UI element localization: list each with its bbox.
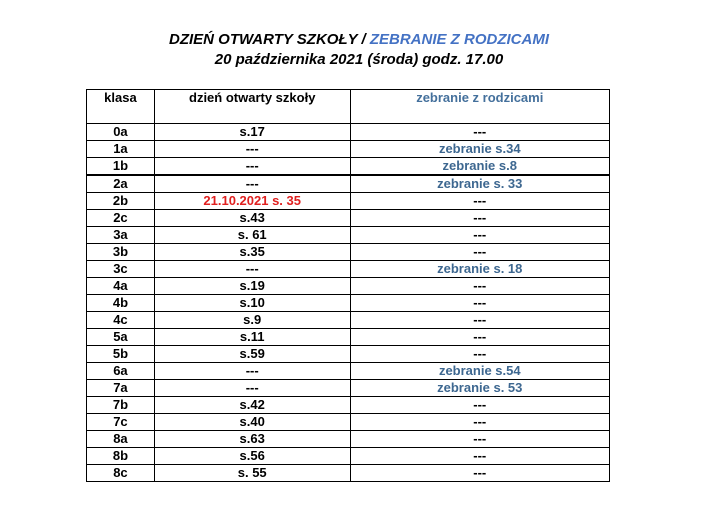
cell-klasa: 4a (87, 278, 155, 295)
cell-open-day: s.35 (154, 244, 350, 261)
cell-klasa: 1b (87, 158, 155, 176)
table-row (87, 175, 610, 193)
table-row (87, 448, 610, 465)
cell-parent-meeting: --- (350, 227, 609, 244)
cell-parent-meeting: zebranie s. 18 (350, 261, 609, 278)
cell-parent-meeting: zebranie s. 33 (350, 175, 609, 193)
table-row (87, 431, 610, 448)
cell-klasa: 6a (87, 363, 155, 380)
cell-klasa: 8a (87, 431, 155, 448)
table-row (87, 346, 610, 363)
cell-klasa: 4b (87, 295, 155, 312)
cell-parent-meeting: zebranie s.54 (350, 363, 609, 380)
cell-open-day: s. 61 (154, 227, 350, 244)
cell-open-day: --- (154, 363, 350, 380)
table-row (87, 158, 610, 176)
cell-open-day: s.56 (154, 448, 350, 465)
table-row (87, 329, 610, 346)
table-header-row (87, 90, 610, 124)
header-klasa: klasa (87, 90, 155, 124)
cell-klasa: 1a (87, 141, 155, 158)
cell-parent-meeting: --- (350, 329, 609, 346)
cell-klasa: 5a (87, 329, 155, 346)
cell-open-day: 21.10.2021 s. 35 (154, 193, 350, 210)
cell-klasa: 2b (87, 193, 155, 210)
table-row (87, 193, 610, 210)
cell-open-day: --- (154, 175, 350, 193)
title-parent-meeting: ZEBRANIE Z RODZICAMI (369, 31, 550, 48)
table-row (87, 465, 610, 482)
cell-parent-meeting: --- (350, 124, 609, 141)
table-row (87, 414, 610, 431)
cell-parent-meeting: --- (350, 448, 609, 465)
table-row (87, 141, 610, 158)
table-row (87, 210, 610, 227)
cell-open-day: s.42 (154, 397, 350, 414)
cell-parent-meeting: --- (350, 346, 609, 363)
table-body (87, 124, 610, 482)
cell-open-day: s.17 (154, 124, 350, 141)
cell-klasa: 5b (87, 346, 155, 363)
cell-open-day: --- (154, 380, 350, 397)
cell-open-day: --- (154, 158, 350, 176)
cell-klasa: 0a (87, 124, 155, 141)
table-row (87, 124, 610, 141)
cell-klasa: 4c (87, 312, 155, 329)
table-row (87, 295, 610, 312)
cell-open-day: s.63 (154, 431, 350, 448)
table-row (87, 363, 610, 380)
cell-open-day: s.40 (154, 414, 350, 431)
cell-parent-meeting: --- (350, 278, 609, 295)
cell-parent-meeting: --- (350, 210, 609, 227)
cell-parent-meeting: zebranie s. 53 (350, 380, 609, 397)
cell-klasa: 3a (87, 227, 155, 244)
cell-parent-meeting: --- (350, 397, 609, 414)
cell-open-day: s.43 (154, 210, 350, 227)
cell-klasa: 7b (87, 397, 155, 414)
title-date: 20 października 2021 (środa) godz. 17.00 (214, 51, 504, 68)
cell-open-day: --- (154, 261, 350, 278)
document-title (0, 30, 718, 70)
cell-parent-meeting: --- (350, 193, 609, 210)
cell-klasa: 8b (87, 448, 155, 465)
table-row (87, 312, 610, 329)
title-open-day: DZIEŃ OTWARTY SZKOŁY / (168, 31, 370, 48)
table-row (87, 278, 610, 295)
table-row (87, 227, 610, 244)
schedule-table (86, 89, 610, 482)
cell-parent-meeting: --- (350, 414, 609, 431)
cell-klasa: 7a (87, 380, 155, 397)
cell-klasa: 2a (87, 175, 155, 193)
cell-open-day: s. 55 (154, 465, 350, 482)
cell-open-day: s.10 (154, 295, 350, 312)
cell-parent-meeting: zebranie s.34 (350, 141, 609, 158)
cell-open-day: s.59 (154, 346, 350, 363)
header-open-day: dzień otwarty szkoły (154, 90, 350, 124)
cell-klasa: 7c (87, 414, 155, 431)
table-row (87, 244, 610, 261)
table-row (87, 261, 610, 278)
header-parent-meeting: zebranie z rodzicami (350, 90, 609, 124)
cell-open-day: --- (154, 141, 350, 158)
cell-klasa: 3c (87, 261, 155, 278)
table-row (87, 397, 610, 414)
cell-parent-meeting: --- (350, 465, 609, 482)
table-row (87, 380, 610, 397)
cell-parent-meeting: --- (350, 244, 609, 261)
cell-open-day: s.9 (154, 312, 350, 329)
cell-klasa: 2c (87, 210, 155, 227)
cell-parent-meeting: --- (350, 295, 609, 312)
title-line-1 (0, 30, 718, 50)
cell-klasa: 8c (87, 465, 155, 482)
cell-parent-meeting: --- (350, 312, 609, 329)
cell-parent-meeting: zebranie s.8 (350, 158, 609, 176)
cell-parent-meeting: --- (350, 431, 609, 448)
cell-klasa: 3b (87, 244, 155, 261)
cell-open-day: s.19 (154, 278, 350, 295)
cell-open-day: s.11 (154, 329, 350, 346)
